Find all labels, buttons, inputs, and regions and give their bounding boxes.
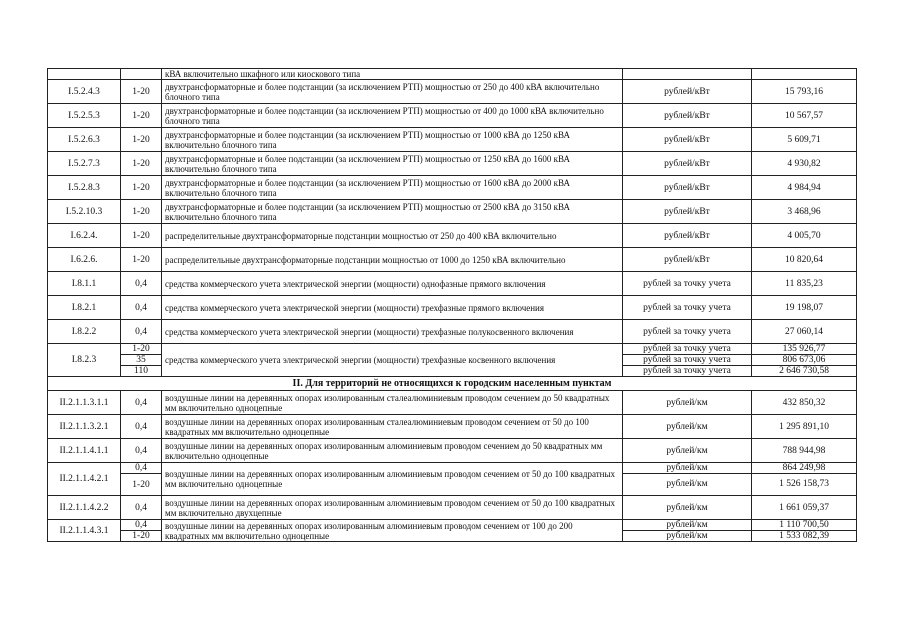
table-row [48, 128, 857, 152]
row-unit: рублей/кВт [623, 224, 752, 248]
row-voltage: 1-20 [121, 474, 162, 496]
row-voltage: 0,4 [121, 272, 162, 296]
row-unit: рублей за точку учета [623, 344, 752, 355]
row-unit: рублей за точку учета [623, 272, 752, 296]
tariff-table [47, 68, 857, 542]
row-unit: рублей/км [623, 520, 752, 531]
row-value: 27 060,14 [752, 320, 857, 344]
table-row [48, 296, 857, 320]
row-unit: рублей/кВт [623, 104, 752, 128]
table-row [48, 176, 857, 200]
row-unit: рублей за точку учета [623, 320, 752, 344]
row-voltage: 1-20 [121, 200, 162, 224]
row-code: I.6.2.6. [48, 248, 121, 272]
row-voltage: 1-20 [121, 248, 162, 272]
row-voltage [121, 69, 162, 80]
table-row [48, 439, 857, 463]
row-description: средства коммерческого учета электрической энергии (мощности) трехфазные полукосвенного включения [162, 320, 623, 344]
row-unit: рублей/кВт [623, 128, 752, 152]
row-value: 788 944,98 [752, 439, 857, 463]
row-value: 10 820,64 [752, 248, 857, 272]
row-voltage: 0,4 [121, 520, 162, 531]
row-value: 15 793,16 [752, 80, 857, 104]
row-voltage: 1-20 [121, 152, 162, 176]
row-value: 10 567,57 [752, 104, 857, 128]
row-voltage: 0,4 [121, 391, 162, 415]
row-value: 1 526 158,73 [752, 474, 857, 496]
row-voltage: 0,4 [121, 496, 162, 520]
row-voltage: 0,4 [121, 415, 162, 439]
row-description: воздушные линии на деревянных опорах изолированным алюминиевым проводом сечением от 100 до 200 квадратных мм включительно одноцепные [162, 520, 623, 542]
row-value: 2 646 730,58 [752, 366, 857, 377]
row-voltage: 1-20 [121, 344, 162, 355]
row-voltage: 0,4 [121, 463, 162, 474]
row-voltage: 35 [121, 355, 162, 366]
row-unit: рублей/кВт [623, 176, 752, 200]
row-voltage: 1-20 [121, 176, 162, 200]
table-row [48, 200, 857, 224]
row-value: 1 533 082,39 [752, 531, 857, 542]
row-voltage: 1-20 [121, 128, 162, 152]
table-row [48, 415, 857, 439]
row-description: распределительные двухтрансформаторные подстанции мощностью от 1000 до 1250 кВА включительно [162, 248, 623, 272]
row-value: 3 468,96 [752, 200, 857, 224]
row-description: распределительные двухтрансформаторные подстанции мощностью от 250 до 400 кВА включительно [162, 224, 623, 248]
row-unit: рублей/км [623, 439, 752, 463]
table-row [48, 272, 857, 296]
row-value: 806 673,06 [752, 355, 857, 366]
row-unit: рублей за точку учета [623, 296, 752, 320]
row-value: 432 850,32 [752, 391, 857, 415]
row-value: 864 249,98 [752, 463, 857, 474]
row-code: II.2.1.1.4.1.1 [48, 439, 121, 463]
row-unit: рублей/кВт [623, 248, 752, 272]
table-row [48, 391, 857, 415]
section-header-row [48, 377, 857, 391]
row-voltage: 1-20 [121, 531, 162, 542]
row-code [48, 69, 121, 80]
row-value [752, 69, 857, 80]
row-voltage: 110 [121, 366, 162, 377]
row-code: I.6.2.4. [48, 224, 121, 248]
row-code: I.5.2.4.3 [48, 80, 121, 104]
row-description: средства коммерческого учета электрической энергии (мощности) трехфазные прямого включения [162, 296, 623, 320]
row-unit: рублей/км [623, 463, 752, 474]
table-row [48, 152, 857, 176]
row-unit: рублей/км [623, 415, 752, 439]
row-unit: рублей за точку учета [623, 355, 752, 366]
row-value: 19 198,07 [752, 296, 857, 320]
row-unit: рублей/кВт [623, 200, 752, 224]
row-description: кВА включительно шкафного или киоскового типа [162, 69, 623, 80]
section-2-title: II. Для территорий не относящихся к городским населенным пунктам [48, 377, 857, 391]
row-description: воздушные линии на деревянных опорах изолированным сталеалюминиевым проводом сечением от 50 до 100 квадратных мм включительно одноцепные [162, 415, 623, 439]
row-value: 1 110 700,50 [752, 520, 857, 531]
row-unit [623, 69, 752, 80]
row-voltage: 0,4 [121, 296, 162, 320]
row-description: воздушные линии на деревянных опорах изолированным алюминиевым проводом сечением от 50 до 100 квадратных мм включительно одноцепные [162, 463, 623, 496]
table-row [48, 320, 857, 344]
row-code: I.8.2.1 [48, 296, 121, 320]
row-code: I.8.2.3 [48, 344, 121, 377]
row-description: двухтрансформаторные и более подстанции (за исключением РТП) мощностью от 1600 кВА до 2000 кВА включительно блочного типа [162, 176, 623, 200]
row-value: 4 930,82 [752, 152, 857, 176]
row-description: двухтрансформаторные и более подстанции (за исключением РТП) мощностью от 1000 кВА до 1250 кВА включительно блочного типа [162, 128, 623, 152]
row-voltage: 0,4 [121, 439, 162, 463]
row-code: I.5.2.6.3 [48, 128, 121, 152]
row-code: I.8.1.1 [48, 272, 121, 296]
table-row [48, 80, 857, 104]
row-code: II.2.1.1.3.2.1 [48, 415, 121, 439]
row-unit: рублей/км [623, 531, 752, 542]
row-description: двухтрансформаторные и более подстанции (за исключением РТП) мощностью от 250 до 400 кВА включительно блочного типа [162, 80, 623, 104]
row-code: II.2.1.1.4.3.1 [48, 520, 121, 542]
row-description: воздушные линии на деревянных опорах изолированным алюминиевым проводом сечением до 50 квадратных мм включительно одноцепные [162, 439, 623, 463]
row-value: 135 926,77 [752, 344, 857, 355]
row-code: I.8.2.2 [48, 320, 121, 344]
row-code: II.2.1.1.3.1.1 [48, 391, 121, 415]
row-code: I.5.2.5.3 [48, 104, 121, 128]
table-row [48, 248, 857, 272]
row-voltage: 1-20 [121, 80, 162, 104]
row-value: 11 835,23 [752, 272, 857, 296]
row-code: I.5.2.8.3 [48, 176, 121, 200]
table-row [48, 224, 857, 248]
row-unit: рублей/кВт [623, 152, 752, 176]
table-row [48, 104, 857, 128]
table-row [48, 69, 857, 80]
row-code: I.5.2.7.3 [48, 152, 121, 176]
row-code: I.5.2.10.3 [48, 200, 121, 224]
row-voltage: 1-20 [121, 104, 162, 128]
table-body [48, 69, 857, 542]
row-description: двухтрансформаторные и более подстанции (за исключением РТП) мощностью от 2500 кВА до 3150 кВА включительно блочного типа [162, 200, 623, 224]
row-code: II.2.1.1.4.2.2 [48, 496, 121, 520]
row-description: двухтрансформаторные и более подстанции (за исключением РТП) мощностью от 1250 кВА до 1600 кВА включительно блочного типа [162, 152, 623, 176]
row-value: 4 984,94 [752, 176, 857, 200]
row-description: средства коммерческого учета электрической энергии (мощности) трехфазные косвенного включения [162, 344, 623, 377]
table-row [48, 344, 857, 355]
row-unit: рублей за точку учета [623, 366, 752, 377]
row-code: II.2.1.1.4.2.1 [48, 463, 121, 496]
row-voltage: 0,4 [121, 320, 162, 344]
row-unit: рублей/кВт [623, 80, 752, 104]
row-value: 1 295 891,10 [752, 415, 857, 439]
row-voltage: 1-20 [121, 224, 162, 248]
table-row [48, 520, 857, 531]
table-row [48, 496, 857, 520]
row-value: 5 609,71 [752, 128, 857, 152]
tariff-table-page [47, 68, 856, 542]
row-value: 1 661 059,37 [752, 496, 857, 520]
row-value: 4 005,70 [752, 224, 857, 248]
row-unit: рублей/км [623, 474, 752, 496]
row-description: двухтрансформаторные и более подстанции (за исключением РТП) мощностью от 400 до 1000 кВА включительно блочного типа [162, 104, 623, 128]
row-description: воздушные линии на деревянных опорах изолированным алюминиевым проводом сечением от 50 до 100 квадратных мм включительно двухцепные [162, 496, 623, 520]
row-description: средства коммерческого учета электрической энергии (мощности) однофазные прямого включения [162, 272, 623, 296]
table-row [48, 463, 857, 474]
row-unit: рублей/км [623, 496, 752, 520]
row-unit: рублей/км [623, 391, 752, 415]
row-description: воздушные линии на деревянных опорах изолированным сталеалюминиевым проводом сечением до 50 квадратных мм включительно одноцепные [162, 391, 623, 415]
